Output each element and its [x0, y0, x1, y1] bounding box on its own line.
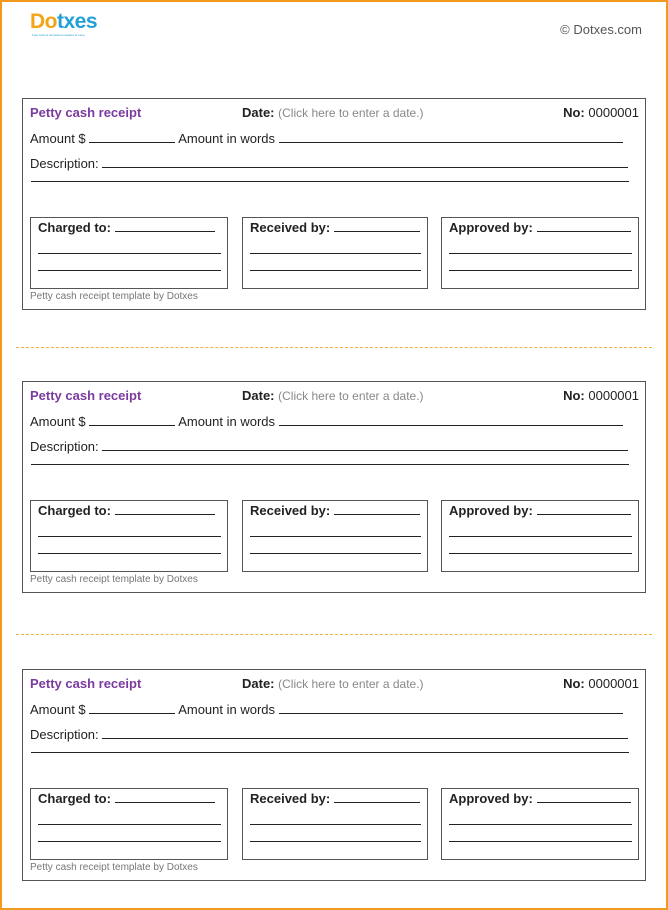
approved-by-blank[interactable]: [537, 504, 631, 515]
received-by-field[interactable]: [250, 220, 420, 235]
description-blank-2[interactable]: [31, 752, 629, 753]
received-by-line[interactable]: [250, 553, 421, 554]
received-by-label: Received by:: [250, 791, 331, 806]
dotxes-logo: [30, 10, 110, 38]
receipt-number: [563, 105, 639, 120]
description-row: [30, 156, 628, 171]
received-by-blank[interactable]: [334, 504, 420, 515]
number-value: 0000001: [588, 676, 639, 691]
amount-words-blank[interactable]: [279, 703, 623, 714]
amount-row: [30, 131, 623, 146]
approved-by-field[interactable]: [449, 503, 631, 518]
template-credit: Petty cash receipt template by Dotxes: [30, 574, 198, 585]
approved-by-label: Approved by:: [449, 503, 533, 518]
amount-row: [30, 414, 623, 429]
approved-by-line[interactable]: [449, 536, 632, 537]
template-credit: Petty cash receipt template by Dotxes: [30, 862, 198, 873]
description-blank[interactable]: [102, 157, 628, 168]
received-by-label: Received by:: [250, 220, 331, 235]
received-by-label: Received by:: [250, 503, 331, 518]
charged-to-box: [30, 500, 228, 572]
approved-by-blank[interactable]: [537, 221, 631, 232]
charged-to-line[interactable]: [38, 553, 221, 554]
date-label: Date:: [242, 388, 275, 403]
amount-row: [30, 702, 623, 717]
received-by-line[interactable]: [250, 253, 421, 254]
received-by-blank[interactable]: [334, 792, 420, 803]
number-label: No:: [563, 105, 585, 120]
approved-by-line[interactable]: [449, 270, 632, 271]
number-label: No:: [563, 676, 585, 691]
date-label: Date:: [242, 676, 275, 691]
description-label: Description:: [30, 439, 99, 454]
charged-to-blank[interactable]: [115, 792, 215, 803]
receipt-number: [563, 676, 639, 691]
description-label: Description:: [30, 727, 99, 742]
petty-cash-receipt: [22, 381, 646, 593]
approved-by-field[interactable]: [449, 791, 631, 806]
amount-blank[interactable]: [89, 415, 175, 426]
charged-to-box: [30, 788, 228, 860]
description-blank[interactable]: [102, 728, 628, 739]
approved-by-field[interactable]: [449, 220, 631, 235]
logo-wordmark: Dotxes: [30, 10, 98, 33]
charged-to-line[interactable]: [38, 270, 221, 271]
amount-blank[interactable]: [89, 703, 175, 714]
charged-to-line[interactable]: [38, 253, 221, 254]
copyright-text: © Dotxes.com: [560, 22, 642, 37]
received-by-field[interactable]: [250, 503, 420, 518]
charged-to-label: Charged to:: [38, 791, 111, 806]
date-field[interactable]: [242, 105, 424, 120]
date-placeholder[interactable]: (Click here to enter a date.): [278, 677, 424, 691]
description-row: [30, 727, 628, 742]
charged-to-line[interactable]: [38, 824, 221, 825]
charged-to-field[interactable]: [38, 503, 215, 518]
receipt-title: Petty cash receipt: [30, 676, 142, 691]
approved-by-line[interactable]: [449, 253, 632, 254]
received-by-blank[interactable]: [334, 221, 420, 232]
received-by-line[interactable]: [250, 270, 421, 271]
approved-by-blank[interactable]: [537, 792, 631, 803]
amount-words-blank[interactable]: [279, 415, 623, 426]
petty-cash-receipt: [22, 669, 646, 881]
approved-by-line[interactable]: [449, 841, 632, 842]
amount-words-label: Amount in words: [178, 414, 276, 429]
description-row: [30, 439, 628, 454]
receipt-title: Petty cash receipt: [30, 388, 142, 403]
charged-to-box: [30, 217, 228, 289]
template-credit: Petty cash receipt template by Dotxes: [30, 291, 198, 302]
approved-by-line[interactable]: [449, 553, 632, 554]
cut-line: [16, 347, 652, 348]
amount-label: Amount $: [30, 702, 86, 717]
received-by-box: [242, 788, 428, 860]
description-blank[interactable]: [102, 440, 628, 451]
charged-to-field[interactable]: [38, 220, 215, 235]
approved-by-label: Approved by:: [449, 791, 533, 806]
amount-words-label: Amount in words: [178, 131, 276, 146]
number-value: 0000001: [588, 105, 639, 120]
received-by-box: [242, 500, 428, 572]
date-label: Date:: [242, 105, 275, 120]
date-placeholder[interactable]: (Click here to enter a date.): [278, 106, 424, 120]
description-label: Description:: [30, 156, 99, 171]
description-blank-2[interactable]: [31, 464, 629, 465]
amount-words-label: Amount in words: [178, 702, 276, 717]
date-field[interactable]: [242, 388, 424, 403]
amount-label: Amount $: [30, 414, 86, 429]
logo-tagline: Free tools & template templates & more: [32, 33, 85, 37]
number-value: 0000001: [588, 388, 639, 403]
receipt-number: [563, 388, 639, 403]
amount-words-blank[interactable]: [279, 132, 623, 143]
charged-to-line[interactable]: [38, 841, 221, 842]
petty-cash-receipt: [22, 98, 646, 310]
date-placeholder[interactable]: (Click here to enter a date.): [278, 389, 424, 403]
received-by-line[interactable]: [250, 824, 421, 825]
received-by-line[interactable]: [250, 841, 421, 842]
receipt-title: Petty cash receipt: [30, 105, 142, 120]
approved-by-line[interactable]: [449, 824, 632, 825]
approved-by-label: Approved by:: [449, 220, 533, 235]
charged-to-label: Charged to:: [38, 503, 111, 518]
received-by-line[interactable]: [250, 536, 421, 537]
description-blank-2[interactable]: [31, 181, 629, 182]
charged-to-blank[interactable]: [115, 221, 215, 232]
received-by-box: [242, 217, 428, 289]
received-by-field[interactable]: [250, 791, 420, 806]
charged-to-label: Charged to:: [38, 220, 111, 235]
charged-to-line[interactable]: [38, 536, 221, 537]
date-field[interactable]: [242, 676, 424, 691]
number-label: No:: [563, 388, 585, 403]
charged-to-blank[interactable]: [115, 504, 215, 515]
amount-blank[interactable]: [89, 132, 175, 143]
approved-by-box: [441, 500, 639, 572]
approved-by-box: [441, 217, 639, 289]
amount-label: Amount $: [30, 131, 86, 146]
approved-by-box: [441, 788, 639, 860]
charged-to-field[interactable]: [38, 791, 215, 806]
cut-line: [16, 634, 652, 635]
